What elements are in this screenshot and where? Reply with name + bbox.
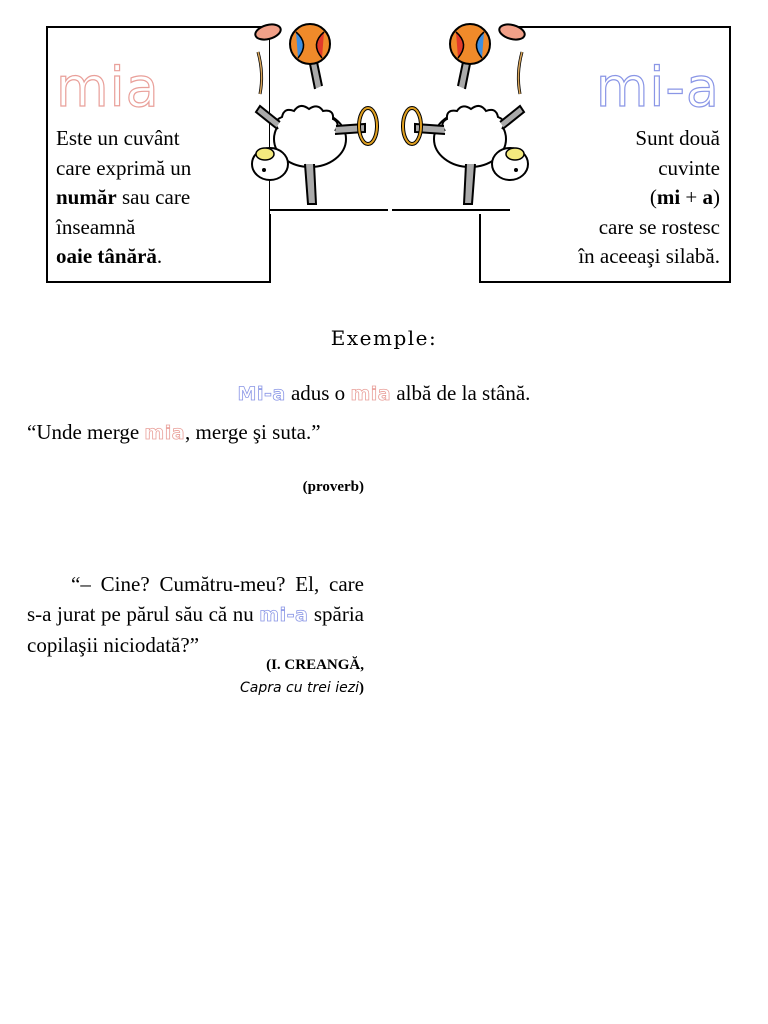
- def-bold-number: număr: [56, 185, 117, 209]
- def-bold-young-sheep: oaie tânără: [56, 244, 157, 268]
- mi-a-outline-title: mi-a: [595, 56, 720, 119]
- juggling-sheep-left-illustration: [220, 14, 390, 214]
- examples-title: Exemple:: [330, 326, 438, 350]
- def-line: care exprimă un: [56, 155, 192, 180]
- creanga-quote: “– Cine? Cumătru-meu? El, care s-a jurat pe părul său că nu mi-a spăria copilaşii niciodată?”: [27, 572, 364, 657]
- mi-a-word: Mi-a: [237, 383, 286, 405]
- def-line: care se rostesc: [598, 214, 720, 239]
- def-line: în aceeaşi silabă.: [578, 244, 720, 268]
- def-line: cuvinte: [658, 155, 720, 180]
- proverb-quote: “Unde merge mia, merge şi suta.”: [27, 420, 321, 444]
- def-line: Sunt două: [635, 126, 720, 150]
- juggling-sheep-right-illustration: [390, 14, 560, 214]
- quote-author: (I. CREANGĂ,: [266, 657, 364, 673]
- mia-word: mia: [350, 383, 392, 405]
- def-line: oaie tânără.: [56, 244, 163, 268]
- def-line: număr sau care: [56, 185, 191, 209]
- def-line: (mi + a): [649, 185, 720, 209]
- mi-a-word: mi-a: [259, 604, 309, 626]
- example-sentence: Mi-a adus o mia albă de la stână.: [237, 381, 531, 405]
- quote-work: Capra cu trei iezi): [240, 680, 364, 696]
- mia-word: mia: [144, 422, 186, 444]
- work-title: Capra cu trei iezi: [240, 680, 359, 696]
- proverb-source: (proverb): [302, 479, 364, 495]
- def-line: Este un cuvânt: [56, 126, 180, 150]
- def-line: înseamnă: [56, 214, 136, 239]
- mia-outline-title: mia: [56, 56, 160, 119]
